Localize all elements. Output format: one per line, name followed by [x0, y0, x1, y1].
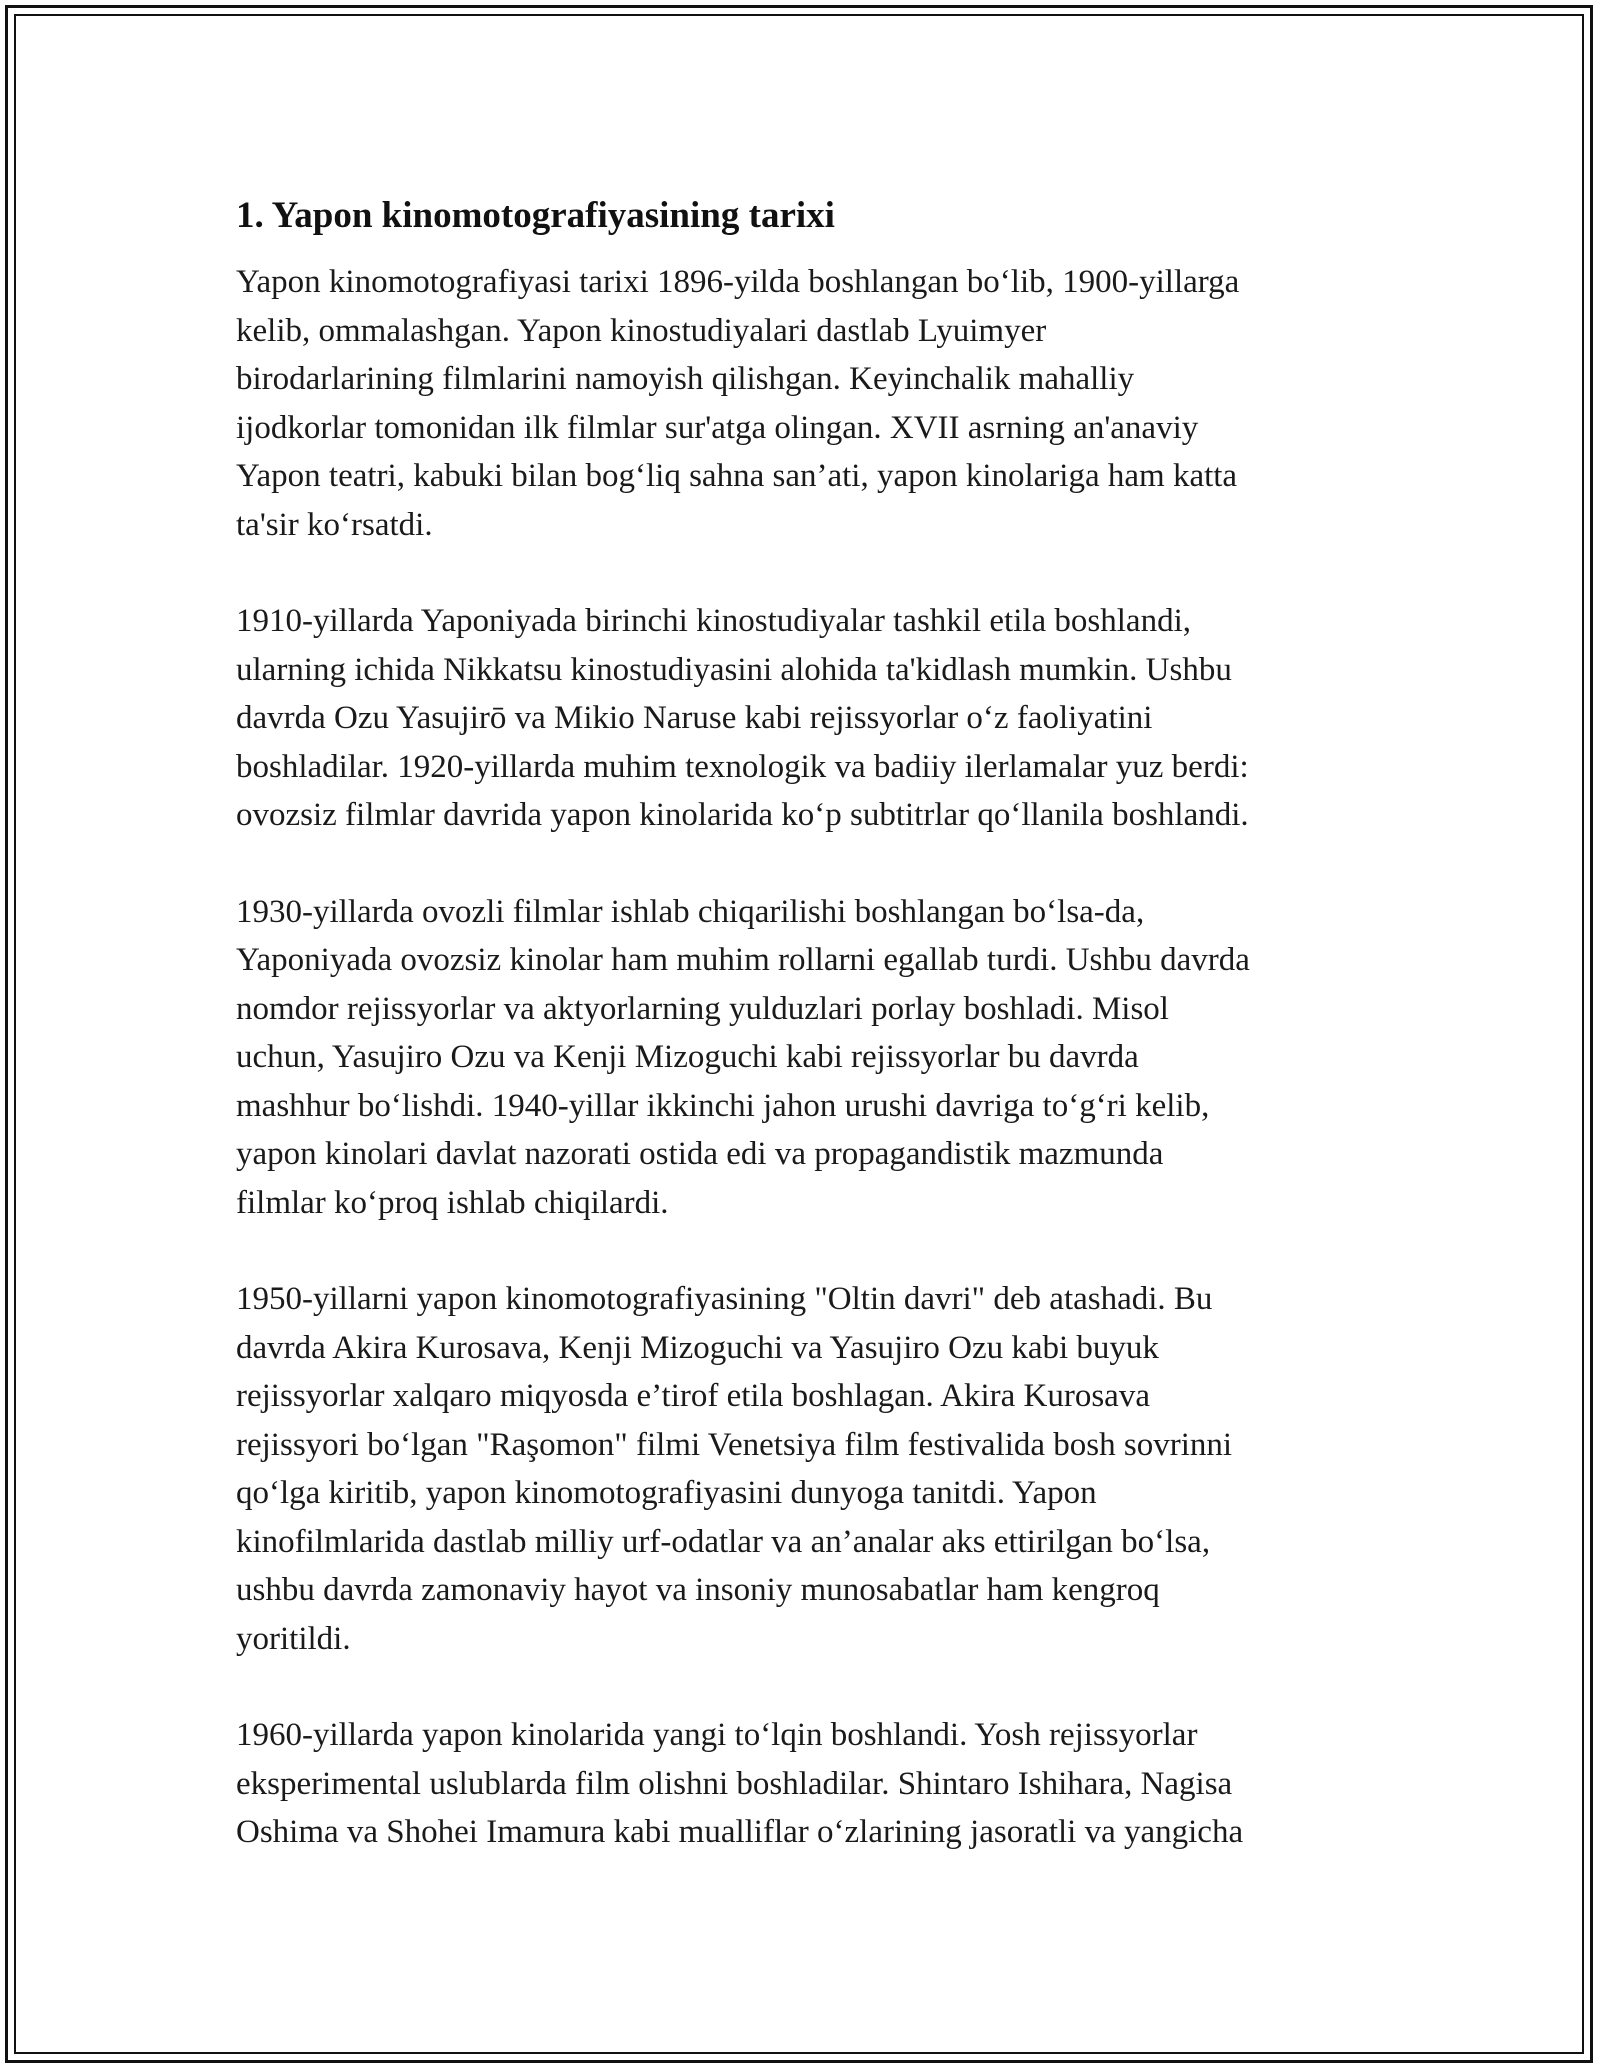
paragraph-1: Yapon kinomotografiyasi tarixi 1896-yilda boshlangan boʻlib, 1900-yillarga kelib, ommalashgan. Yapon kinostudiyalari dastlab Lyuimyer birodarlarining filmlarini namoyish qilishgan. Keyinchalik mahalliy ijodkorlar tomonidan ilk filmlar sur'atga olingan. XVII asrning an'anaviy Yapon teatri, kabuki bilan bogʻliq sahna san’ati, yapon kinolariga ham katta ta'sir koʻrsatdi. [236, 264, 1240, 543]
paragraph-4: 1950-yillarni yapon kinomotografiyasining "Oltin davri" deb atashadi. Bu davrda Akira Kurosava, Kenji Mizoguchi va Yasujiro Ozu kabi buyuk rejissyorlar xalqaro miqyosda e’tirof etila boshlagan. Akira Kurosava rejissyori boʻlgan "Raşomon" filmi Venetsiya film festivalida bosh sovrinni qoʻlga kiritib, yapon kinomotografiyasini dunyoga tanitdi. Yapon kinofilmlarida dastlab milliy urf-odatlar va an’analar aks ettirilgan boʻlsa, ushbu davrda zamonaviy hayot va insoniy munosabatlar ham kengroq yoritildi. [236, 1281, 1233, 1657]
paragraph-3: 1930-yillarda ovozli filmlar ishlab chiqarilishi boshlangan boʻlsa-da, Yaponiyada ovozsiz kinolar ham muhim rollarni egallab turdi. Ushbu davrda nomdor rejissyorlar va aktyorlarning yulduzlari porlay boshladi. Misol uchun, Yasujiro Ozu va Kenji Mizoguchi kabi rejissyorlar bu davrda mashhur boʻlishdi. 1940-yillar ikkinchi jahon urushi davriga toʻgʻri kelib, yapon kinolari davlat nazorati ostida edi va propagandistik mazmunda filmlar koʻproq ishlab chiqilardi. [236, 893, 1250, 1221]
paragraph-5: 1960-yillarda yapon kinolarida yangi toʻlqin boshlandi. Yosh rejissyorlar eksperimental uslublarda film olishni boshladilar. Shintaro Ishihara, Nagisa Oshima va Shohei Imamura kabi mualliflar oʻzlarining jasoratli va yangicha [236, 1717, 1244, 1850]
document-body [236, 186, 1376, 1905]
paragraph-2: 1910-yillarda Yaponiyada birinchi kinostudiyalar tashkil etila boshlandi, ularning ichida Nikkatsu kinostudiyasini alohida ta'kidlash mumkin. Ushbu davrda Ozu Yasujirō va Mikio Naruse kabi rejissyorlar oʻz faoliyatini boshladilar. 1920-yillarda muhim texnologik va badiiy ilerlamalar yuz berdi: ovozsiz filmlar davrida yapon kinolarida koʻp subtitrlar qoʻllanila boshlandi. [236, 603, 1249, 833]
section-heading: 1. Yapon kinomotografiyasining tarixi [236, 195, 835, 236]
